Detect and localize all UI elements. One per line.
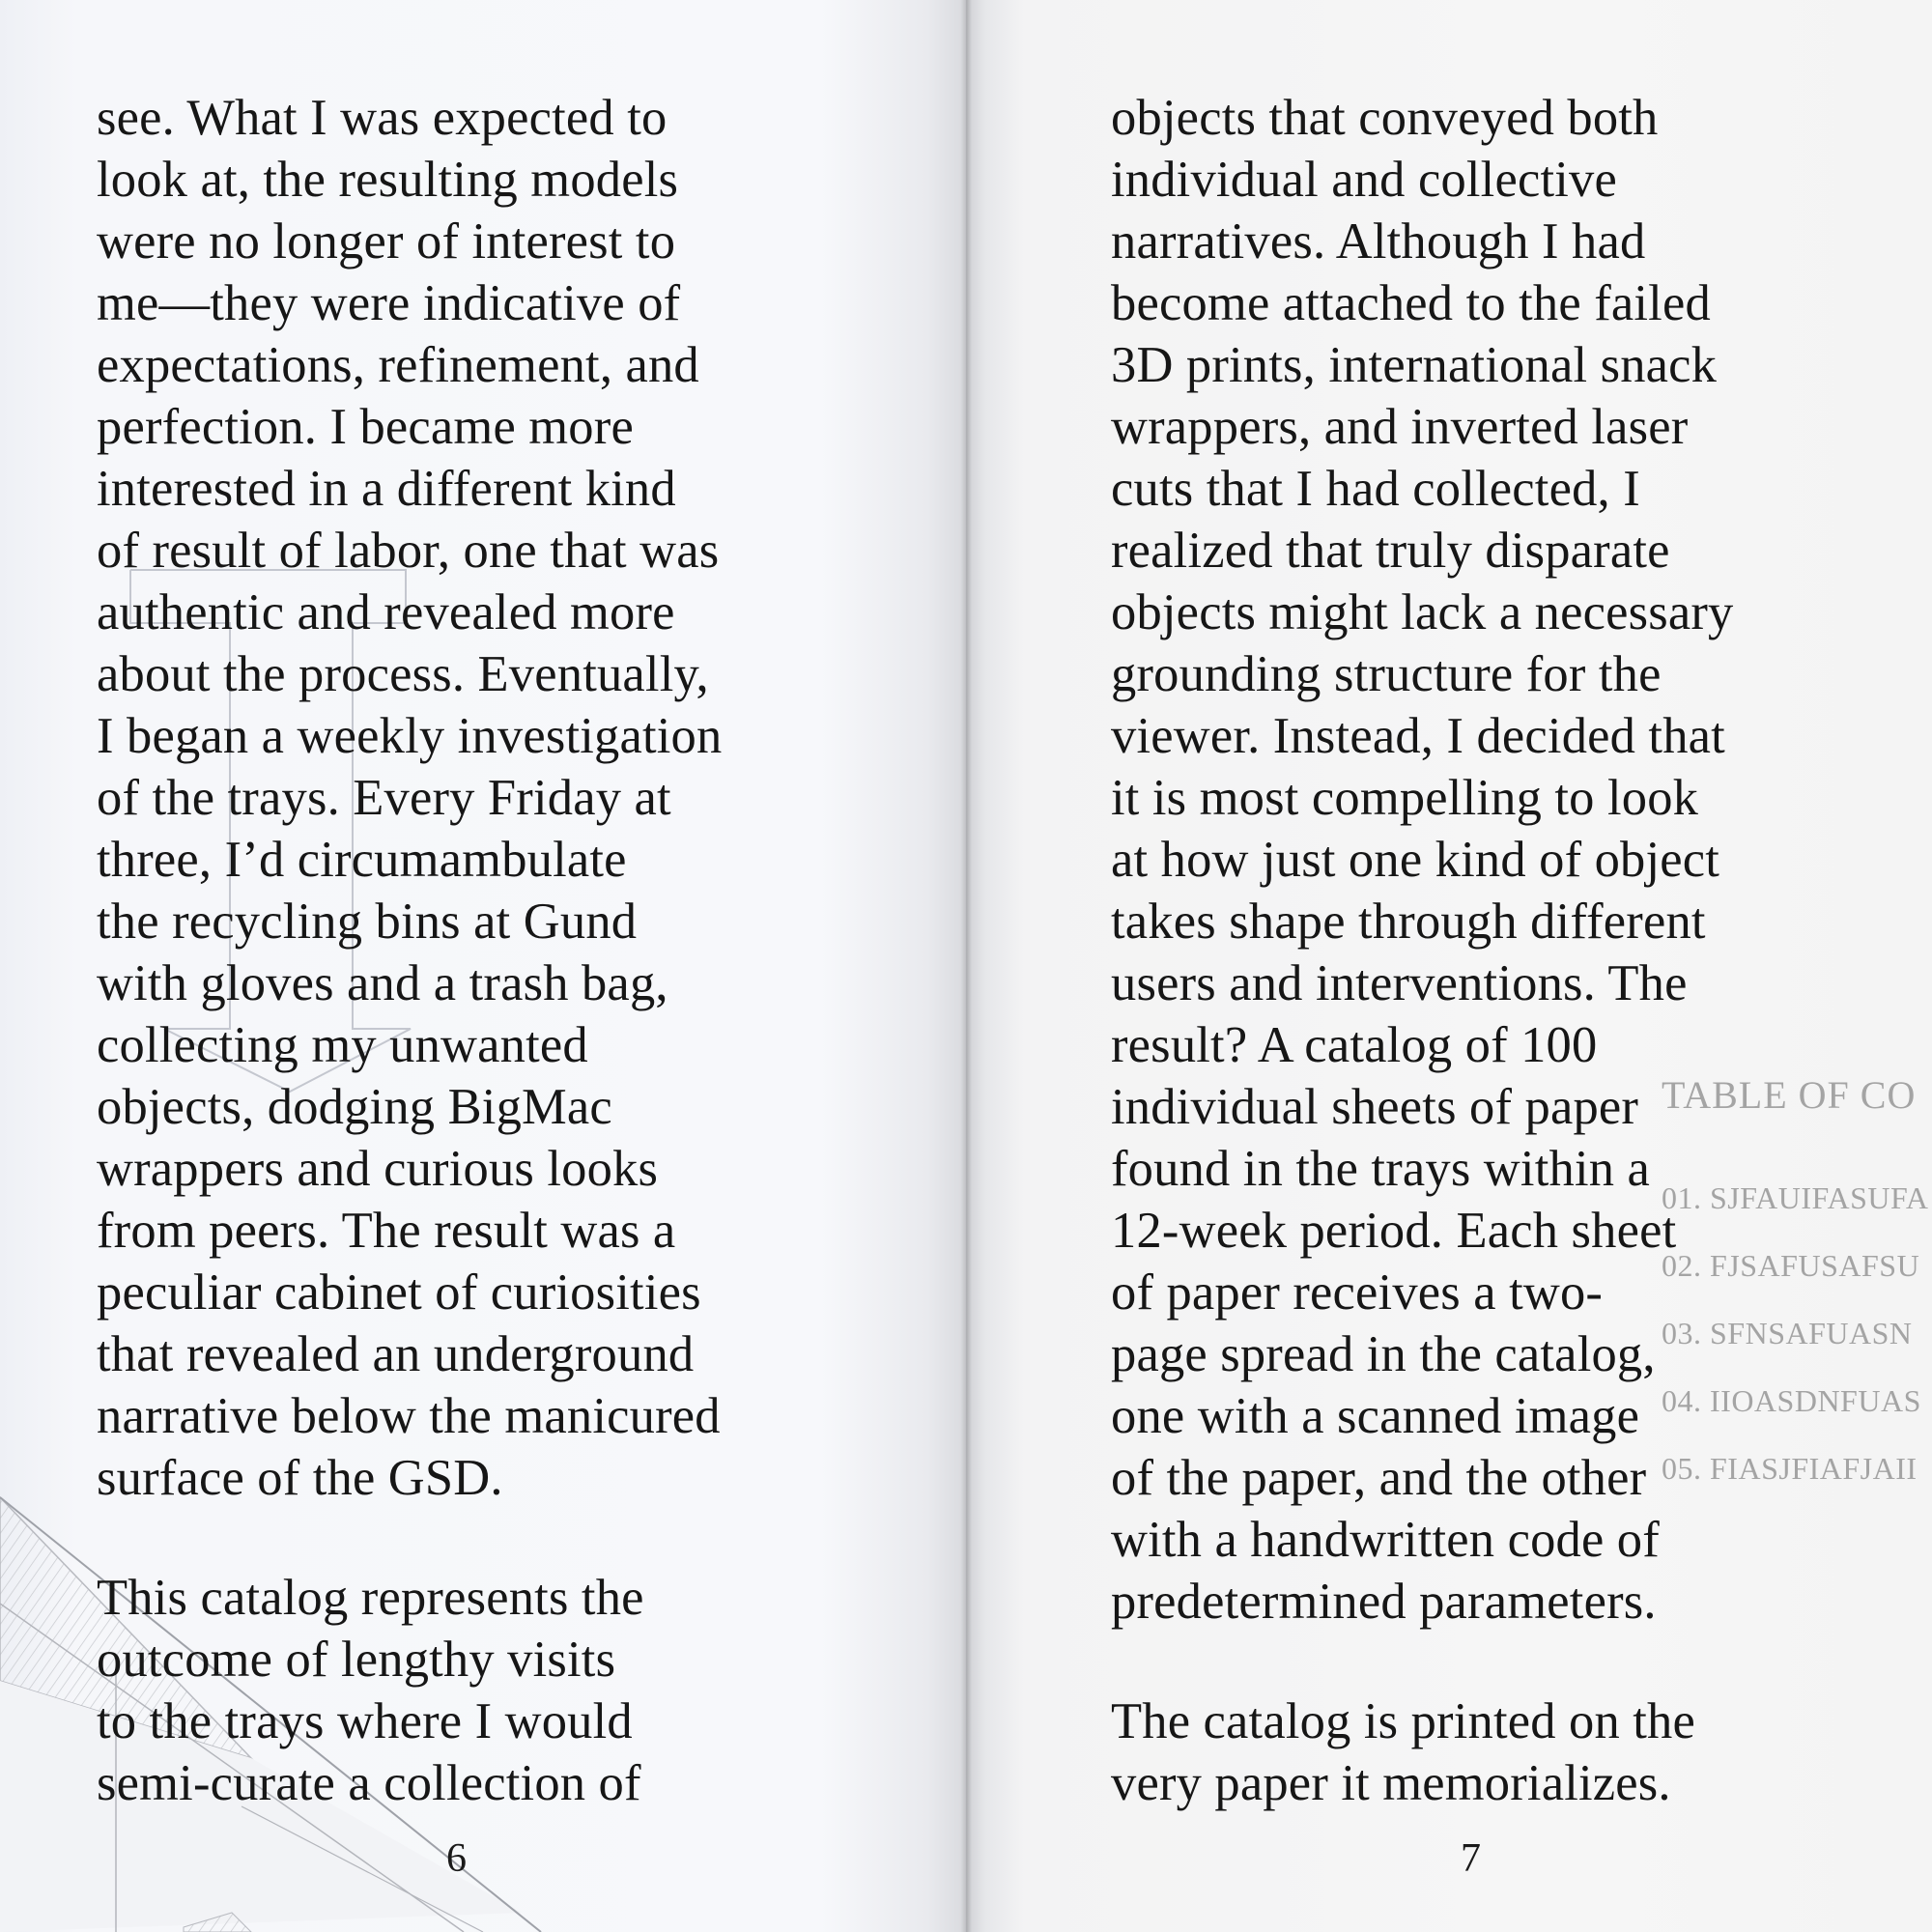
toc-item: 05. FIASJFIAFJAII <box>1662 1451 1918 1486</box>
toc-item: 04. IIOASDNFUAS <box>1662 1383 1921 1418</box>
right-paragraph-2: The catalog is printed on the very paper it memorializes. <box>1111 1693 1695 1811</box>
toc-title: TABLE OF CO <box>1662 1073 1917 1117</box>
toc-item: 02. FJSAFUSAFSU <box>1662 1248 1920 1283</box>
toc-item: 03. SFNSAFUASN <box>1662 1316 1913 1350</box>
left-paragraph-2: This catalog represents the outcome of lengthy visits to the trays where I would semi-curate a collection of <box>97 1570 644 1811</box>
page-number-right: 7 <box>1461 1836 1481 1881</box>
page-number-left: 6 <box>446 1836 467 1881</box>
toc-item: 01. SJFAUIFASUFA <box>1662 1180 1929 1215</box>
right-paragraph-1: objects that conveyed both individual and collective narratives. Although I had become attached to the failed 3D prints, international snack wrappers, and inverted laser cuts that I had collected, I realized that truly disparate objects might lack a necessary grounding structure for the viewer. Instead, I decided that it is most compelling to look at how just one kind of object takes shape through different users and interventions. The result? A catalog of 100 individual sheets of paper found in the trays within a 12-week period. Each sheet of paper receives a two- page spread in the catalog, one with a scanned image of the paper, and the other with a handwritten code of predetermined parameters. <box>1111 90 1734 1630</box>
right-page <box>966 0 1932 1932</box>
left-paragraph-1: see. What I was expected to look at, the resulting models were no longer of interest to me—they were indicative of expectations, refinement, and perfection. I became more interested in a different kind of result of labor, one that was authentic and revealed more about the process. Eventually, I began a weekly investigation of the trays. Every Friday at three, I’d circumambulate the recycling bins at Gund with gloves and a trash bag, collecting my unwanted objects, dodging BigMac wrappers and curious looks from peers. The result was a peculiar cabinet of curiosities that revealed an underground narrative below the manicured surface of the GSD. <box>97 90 723 1506</box>
book-gutter <box>960 0 972 1932</box>
